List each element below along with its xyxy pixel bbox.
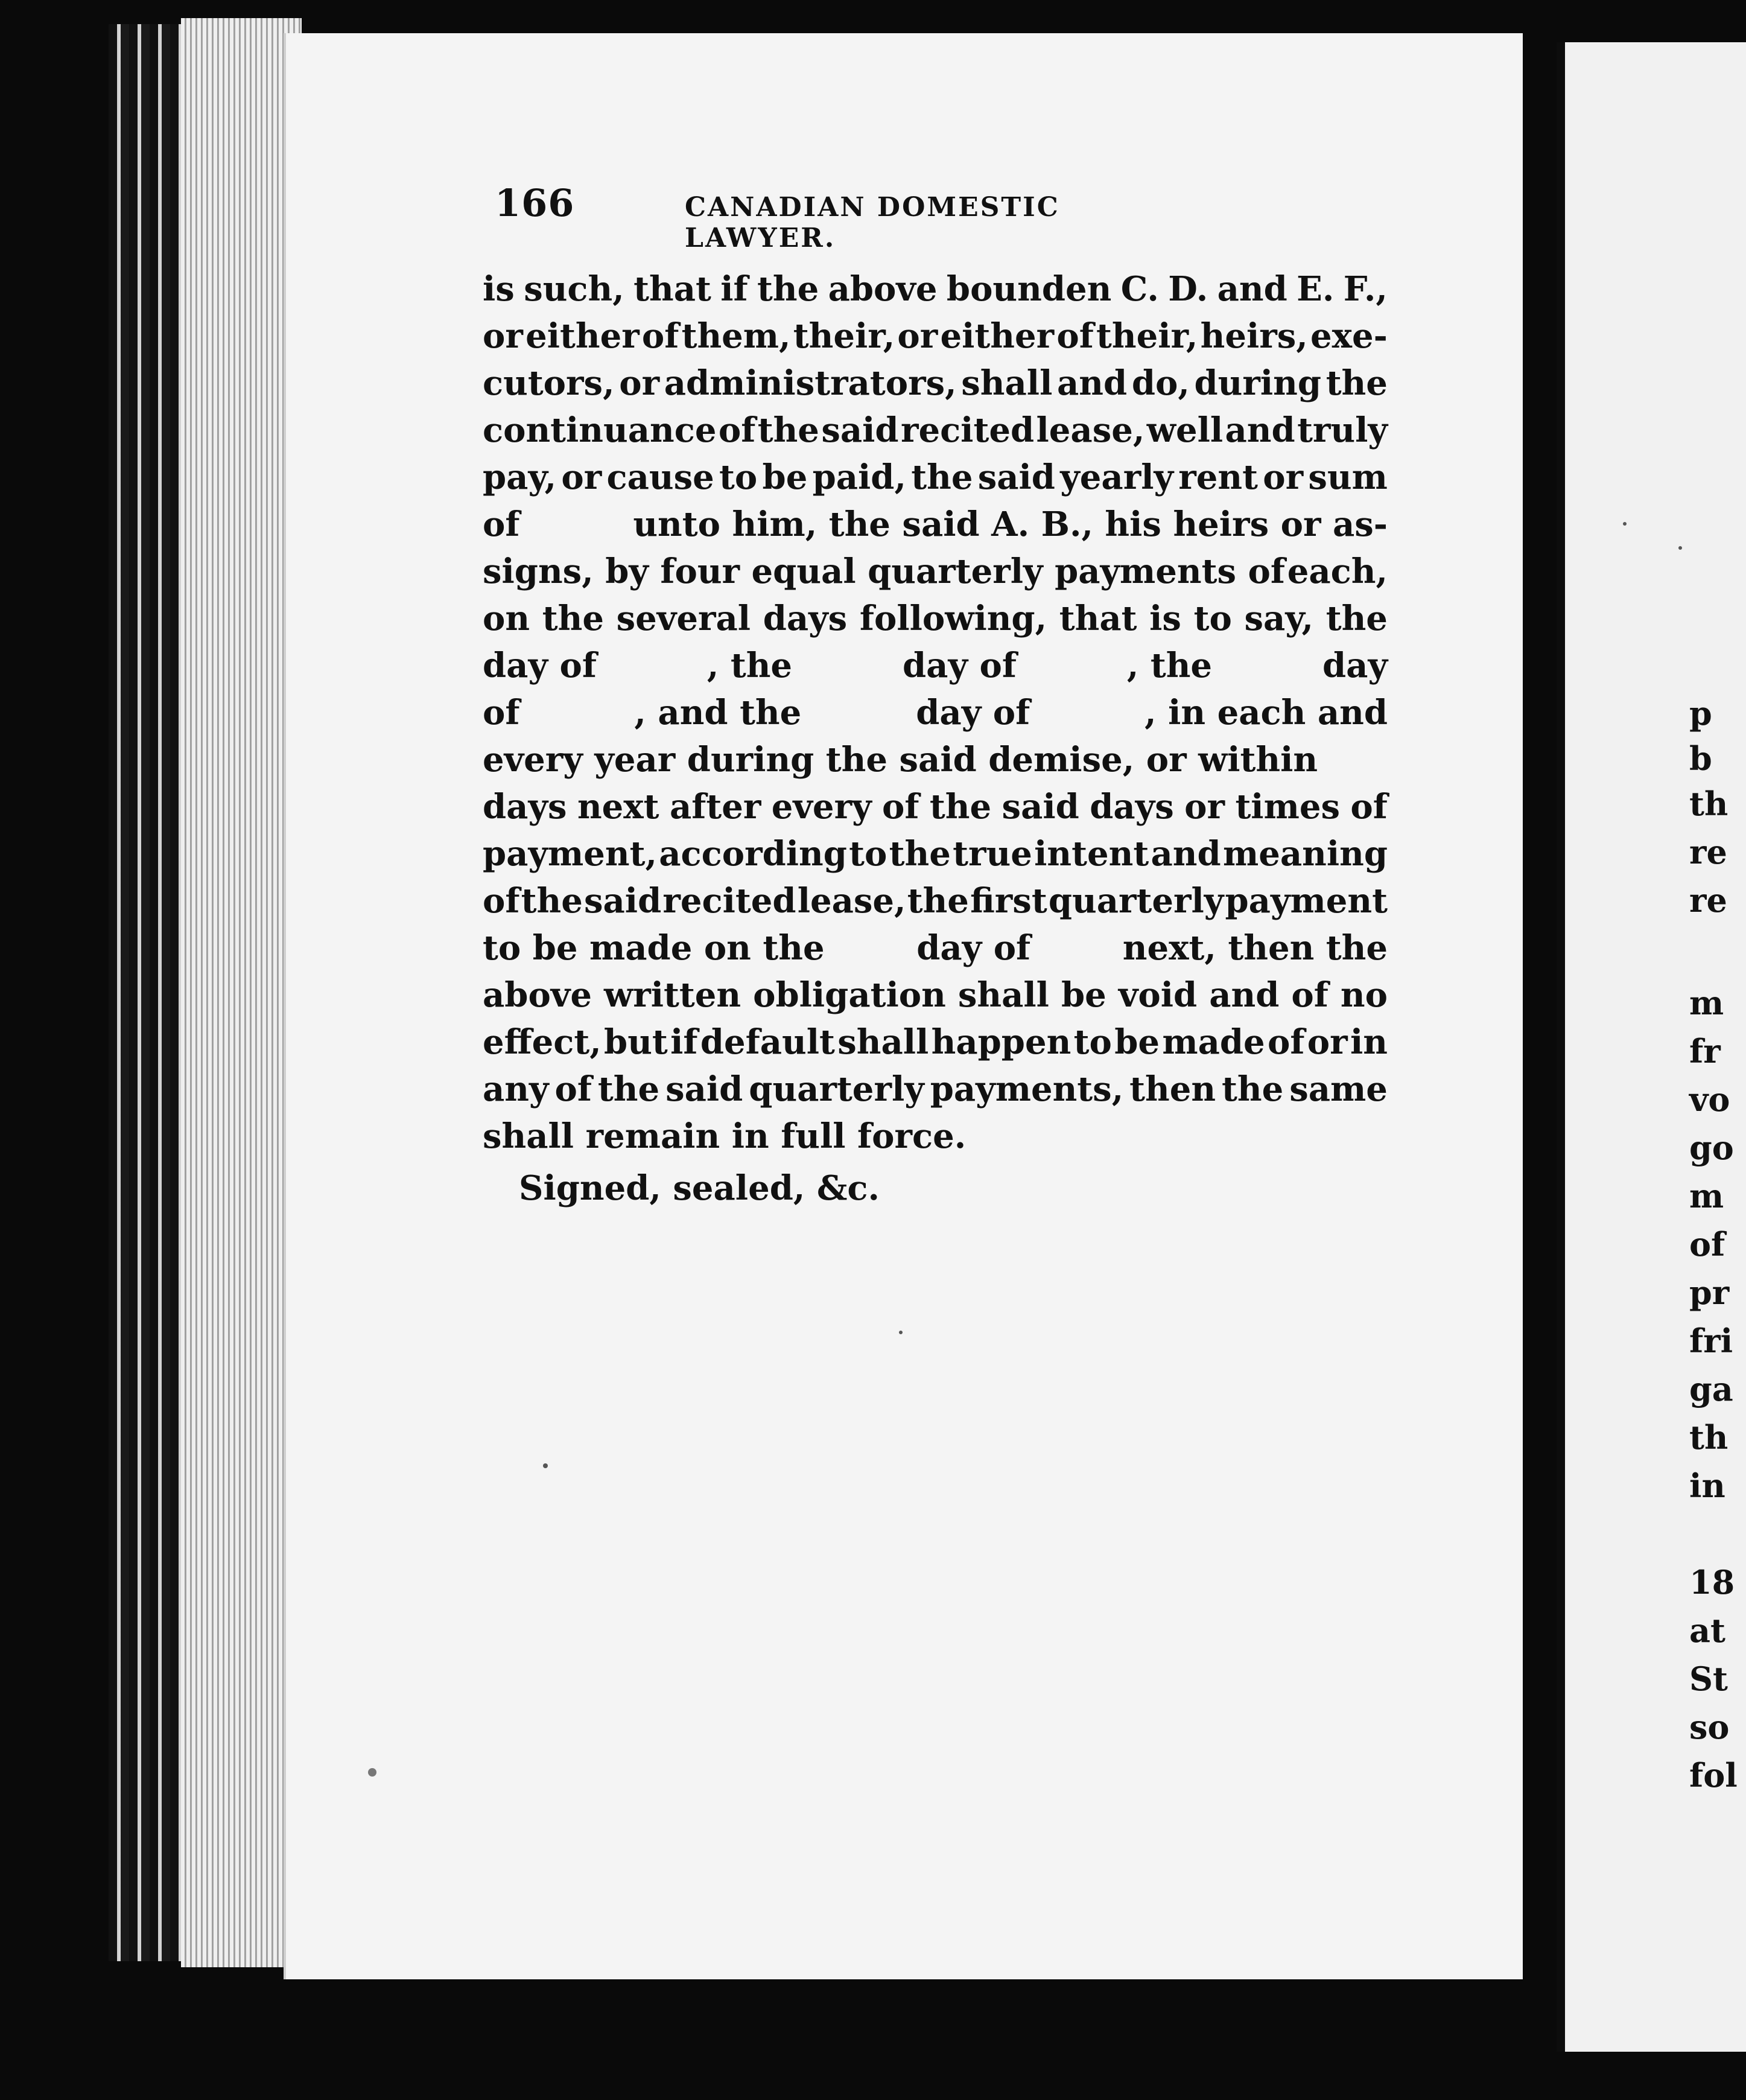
text-word: the xyxy=(1325,363,1388,403)
text-word: be xyxy=(1114,1022,1160,1062)
text-word: several xyxy=(616,599,751,638)
text-word: any xyxy=(483,1069,549,1109)
print-speck xyxy=(543,1463,548,1468)
text-word: rent xyxy=(1178,457,1258,497)
right-page-fragment: so xyxy=(1689,1708,1730,1746)
text-word: sum xyxy=(1308,457,1388,497)
text-word: of xyxy=(1268,1022,1305,1062)
text-fragment: signs, by four equal quarterly payments of xyxy=(483,552,1285,591)
text-word: said xyxy=(665,1069,743,1109)
print-speck xyxy=(899,1331,903,1334)
text-word: next xyxy=(577,787,659,827)
text-word: be xyxy=(1061,975,1106,1015)
text-fragment: of xyxy=(483,693,520,733)
text-word: and xyxy=(1217,269,1287,309)
text-word: of xyxy=(882,787,919,827)
text-line xyxy=(483,360,1388,407)
text-word: of xyxy=(718,410,756,450)
text-line xyxy=(483,548,1388,595)
text-word: void xyxy=(1118,975,1198,1015)
text-word: days xyxy=(763,599,848,638)
text-line xyxy=(483,501,1388,548)
text-line xyxy=(483,689,1388,736)
text-fragment: , and the xyxy=(634,693,802,733)
text-word: paid, xyxy=(812,457,906,497)
page-number: 166 xyxy=(495,181,575,225)
text-word: payment, xyxy=(483,834,657,874)
right-page-fragment: in xyxy=(1689,1466,1725,1505)
right-page-fragment: vo xyxy=(1689,1080,1730,1119)
text-word: above xyxy=(483,975,592,1015)
text-line xyxy=(483,783,1388,830)
text-word: payment xyxy=(1225,881,1388,921)
text-word: no xyxy=(1340,975,1388,1015)
text-word: happen xyxy=(931,1022,1071,1062)
text-word: bounden xyxy=(946,269,1112,309)
text-word: cause xyxy=(606,457,714,497)
running-head: CANADIAN DOMESTIC LAWYER. xyxy=(685,192,1060,253)
body-text xyxy=(483,266,1388,1212)
text-word: to xyxy=(719,457,758,497)
text-word: recited xyxy=(900,410,1035,450)
text-line xyxy=(483,877,1388,924)
text-word: is xyxy=(1149,599,1181,638)
text-word: the xyxy=(1222,1069,1284,1109)
text-word: the xyxy=(757,269,819,309)
text-fragment: day xyxy=(1322,646,1388,686)
text-word: according xyxy=(659,834,847,874)
text-word: default xyxy=(700,1022,835,1062)
text-word: obligation xyxy=(753,975,946,1015)
text-line xyxy=(483,595,1388,642)
text-word: and xyxy=(1209,975,1280,1015)
text-fragment: , the xyxy=(1126,646,1213,686)
text-word: if xyxy=(720,269,748,309)
text-word: times xyxy=(1235,787,1340,827)
text-word: payments, xyxy=(930,1069,1124,1109)
text-word: said xyxy=(821,410,899,450)
text-word: is xyxy=(483,269,515,309)
text-word: the xyxy=(911,457,973,497)
text-word: of xyxy=(1350,787,1388,827)
text-word: but xyxy=(604,1022,668,1062)
text-word: E. xyxy=(1297,269,1335,309)
text-fragment: day of xyxy=(483,646,597,686)
text-word: quarterly xyxy=(749,1069,924,1109)
text-word: if xyxy=(670,1022,698,1062)
right-page-fragment: th xyxy=(1689,784,1729,823)
text-word: the xyxy=(1325,599,1388,638)
text-word: to xyxy=(849,834,887,874)
text-word: be xyxy=(762,457,808,497)
text-word: to xyxy=(1193,599,1232,638)
text-word: same xyxy=(1289,1069,1388,1109)
right-page-fragment: fri xyxy=(1689,1322,1733,1360)
text-word: and xyxy=(1225,410,1295,450)
right-page-fragment: go xyxy=(1689,1128,1734,1167)
text-word: first xyxy=(970,881,1047,921)
text-word: lease, xyxy=(1036,410,1145,450)
text-word: heirs, xyxy=(1200,316,1308,356)
text-word: made xyxy=(1162,1022,1265,1062)
text-word: the xyxy=(907,881,969,921)
text-line xyxy=(483,454,1388,501)
text-word: quarterly xyxy=(1048,881,1224,921)
text-word: pay, xyxy=(483,457,557,497)
text-word: said xyxy=(583,881,662,921)
text-word: the xyxy=(757,410,819,450)
text-word: to xyxy=(1073,1022,1112,1062)
text-fragment: day of xyxy=(916,928,1031,968)
text-word: during xyxy=(1194,363,1322,403)
right-page-fragment: 18 xyxy=(1689,1563,1735,1602)
text-word: or xyxy=(619,363,660,403)
text-fragment: to be made on the xyxy=(483,928,825,968)
right-page-fragment: b xyxy=(1689,739,1712,778)
text-word: intent xyxy=(1034,834,1149,874)
text-word: above xyxy=(828,269,938,309)
text-line xyxy=(483,266,1388,313)
text-fragment: , in each and xyxy=(1144,693,1388,733)
text-word: exe- xyxy=(1310,316,1388,356)
text-word: meaning xyxy=(1222,834,1388,874)
text-word: said xyxy=(977,457,1055,497)
right-page-fragment: St xyxy=(1689,1659,1728,1698)
text-word: that xyxy=(633,269,711,309)
text-word: F., xyxy=(1343,269,1388,309)
text-line xyxy=(483,972,1388,1019)
right-page-fragment: ga xyxy=(1689,1370,1733,1408)
text-line xyxy=(483,407,1388,454)
text-word: that xyxy=(1059,599,1137,638)
text-word: or xyxy=(897,316,938,356)
text-word: recited xyxy=(662,881,796,921)
right-page-fragment: fr xyxy=(1689,1032,1721,1071)
text-word: then xyxy=(1129,1069,1216,1109)
text-word: of xyxy=(1056,316,1094,356)
text-word: the xyxy=(521,881,583,921)
text-fragment: of xyxy=(483,504,520,544)
text-word: either xyxy=(525,316,640,356)
text-fragment: unto him, the said A. B., his heirs or as- xyxy=(633,504,1388,544)
right-page-fragment: at xyxy=(1689,1611,1725,1650)
text-word: truly xyxy=(1297,410,1388,450)
text-word: written xyxy=(604,975,741,1015)
text-line xyxy=(483,924,1388,972)
right-page-fragment: pr xyxy=(1689,1273,1730,1312)
text-line xyxy=(483,1066,1388,1113)
text-word: of xyxy=(483,881,520,921)
text-line xyxy=(483,830,1388,877)
print-speck xyxy=(1623,522,1627,526)
right-page-fragment: fol xyxy=(1689,1756,1738,1795)
text-line xyxy=(483,1113,1388,1160)
text-word: well xyxy=(1146,410,1224,450)
text-word: the xyxy=(597,1069,660,1109)
text-line xyxy=(483,736,1388,783)
text-word: the xyxy=(542,599,604,638)
text-word: either xyxy=(940,316,1055,356)
text-word: shall xyxy=(957,975,1049,1015)
text-word: or xyxy=(1184,787,1225,827)
text-word: the xyxy=(929,787,992,827)
text-word: shall xyxy=(837,1022,929,1062)
right-page-fragment: re xyxy=(1689,881,1727,920)
text-word: of xyxy=(554,1069,592,1109)
text-line xyxy=(483,642,1388,689)
text-word: say, xyxy=(1244,599,1314,638)
text-word: following, xyxy=(859,599,1047,638)
text-word: such, xyxy=(524,269,624,309)
text-word: their, xyxy=(793,316,895,356)
text-word: or xyxy=(483,316,523,356)
text-word: days xyxy=(1090,787,1174,827)
text-word: them, xyxy=(681,316,791,356)
text-fragment: each, xyxy=(1287,552,1388,591)
text-word: or xyxy=(1263,457,1304,497)
text-fragment: day of xyxy=(916,693,1030,733)
text-fragment: , the xyxy=(706,646,793,686)
text-word: cutors, xyxy=(483,363,615,403)
text-word: days xyxy=(483,787,567,827)
text-word: shall xyxy=(961,363,1053,403)
text-word: of xyxy=(1291,975,1329,1015)
right-page-fragment: of xyxy=(1689,1225,1725,1264)
text-word: on xyxy=(483,599,530,638)
text-word: the xyxy=(889,834,951,874)
text-word: said xyxy=(1002,787,1079,827)
text-word: after xyxy=(669,787,761,827)
text-word: continuance xyxy=(483,410,717,450)
text-word: or xyxy=(561,457,602,497)
text-word: or xyxy=(1307,1022,1348,1062)
right-page-fragment: re xyxy=(1689,833,1727,871)
right-page-fragment: th xyxy=(1689,1418,1729,1457)
text-word: true xyxy=(953,834,1032,874)
text-word: their, xyxy=(1096,316,1198,356)
text-word: yearly xyxy=(1060,457,1174,497)
text-word: every xyxy=(771,787,872,827)
text-word: D. xyxy=(1168,269,1208,309)
text-fragment: next, then the xyxy=(1122,928,1388,968)
closing-text: Signed, sealed, &c. xyxy=(519,1168,880,1208)
text-line xyxy=(483,1019,1388,1066)
right-page-fragment: m xyxy=(1689,984,1724,1022)
page-header xyxy=(495,181,1207,253)
text-word: administrators, xyxy=(664,363,957,403)
text-word: and xyxy=(1151,834,1221,874)
text-line xyxy=(483,313,1388,360)
text-fragment: shall remain in full force. xyxy=(483,1116,967,1156)
text-word: of xyxy=(641,316,679,356)
text-word: in xyxy=(1350,1022,1388,1062)
text-word: effect, xyxy=(483,1022,602,1062)
print-speck xyxy=(1678,546,1682,550)
closing-line xyxy=(483,1165,1388,1212)
text-word: do, xyxy=(1131,363,1190,403)
text-word: C. xyxy=(1120,269,1159,309)
text-word: and xyxy=(1057,363,1128,403)
text-word: lease, xyxy=(797,881,906,921)
text-fragment: day of xyxy=(903,646,1017,686)
print-speck xyxy=(368,1768,376,1777)
text-fragment: every year during the said demise, or within xyxy=(483,740,1318,780)
right-page-fragment: p xyxy=(1689,694,1712,733)
right-page-fragment: m xyxy=(1689,1177,1724,1215)
